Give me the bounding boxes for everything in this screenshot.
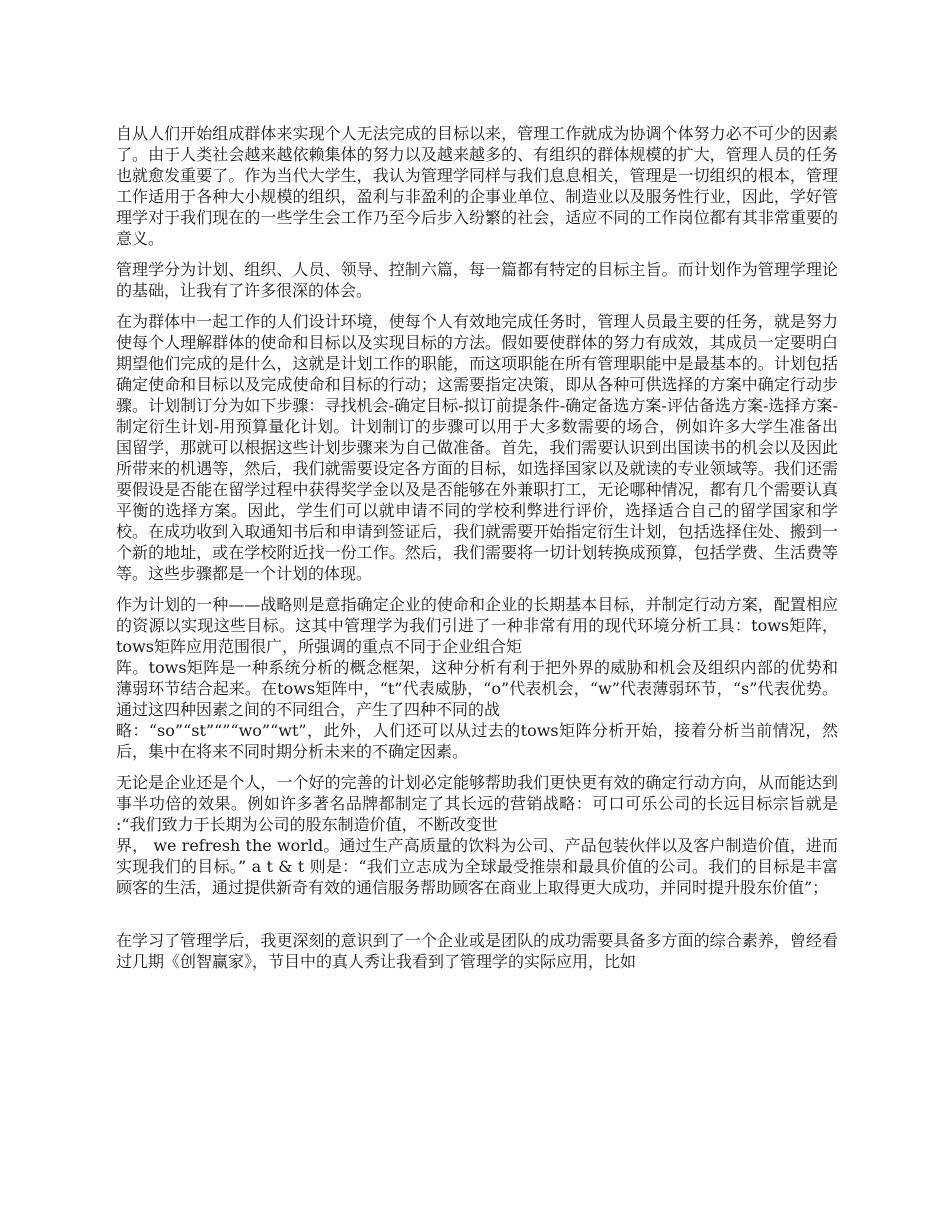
paragraph-management-chapters: 管理学分为计划、组织、人员、领导、控制六篇，每一篇都有特定的目标主旨。而计划作为管理学理论的基础，让我有了许多很深的体会。 [116, 260, 838, 300]
paragraph-planning-steps: 在为群体中一起工作的人们设计环境，使每个人有效地完成任务时，管理人员最主要的任务，就是努力使每个人理解群体的使命和目标以及实现目标的方法。假如要使群体的努力有成效，其成员一定要明白期望他们完成的是什么，这就是计划工作的职能，而这项职能在所有管理职能中是最基本的。计划包括确定使命和目标以及完成使命和目标的行动；这需要指定决策，即从各种可供选择的方案中确定行动步骤。计划制订分为如下步骤：寻找机会-确定目标-拟订前提条件-确定备选方案-评估备选方案-选择方案-制定衍生计划-用预算量化计划。计划制订的步骤可以用于大多数需要的场合，例如许多大学生准备出国留学，那就可以根据这些计划步骤来为自己做准备。首先，我们需要认识到出国读书的机会以及因此所带来的机遇等，然后，我们就需要设定各方面的目标，如选择国家以及就读的专业领域等。我们还需要假设是否能在留学过程中获得奖学金以及是否能够在外兼职打工，无论哪种情况，都有几个需要认真平衡的选择方案。因此，学生们可以就申请不同的学校利弊进行评价，选择适合自己的留学国家和学校。在成功收到入取通知书后和申请到签证后，我们就需要开始指定衍生计划，包括选择住处、搬到一个新的地址，或在学校附近找一份工作。然后，我们需要将一切计划转换成预算，包括学费、生活费等等。这些步骤都是一个计划的体现。 [116, 312, 838, 583]
paragraph-strategy-examples: 无论是企业还是个人，一个好的完善的计划必定能够帮助我们更快更有效的确定行动方向，从而能达到事半功倍的效果。例如许多著名品牌都制定了其长远的营销战略：可口可乐公司的长远目标宗旨就是 :“我们致力于长期为公司的股东制造价值，不断改变世 界， we refresh the world。通过生产高质量的饮料为公司、产品包装伙伴以及客户制造价值，进而实现我们的目标。” a t & t 则是：“我们立志成为全球最受推崇和最具价值的公司。我们的目标是丰富顾客的生活，通过提供新奇有效的通信服务帮助顾客在商业上取得更大成功，并同时提升股东价值”； [116, 773, 838, 897]
paragraph-tows-matrix: 作为计划的一种——战略则是意指确定企业的使命和企业的长期基本目标，并制定行动方案，配置相应的资源以实现这些目标。这其中管理学为我们引进了一种非常有用的现代环境分析工具：tows矩阵，tows矩阵应用范围很广，所强调的重点不同于企业组合矩 阵。tows矩阵是一种系统分析的概念框架，这种分析有利于把外界的威胁和机会及组织内部的优势和薄弱环节结合起来。在tows矩阵中，“t”代表威胁，“o”代表机会，“w”代表薄弱环节，“s”代表优势。通过这四种因素之间的不同组合，产生了四种不同的战 略：“so”“st”“”“wo”“wt”，此外，人们还可以从过去的tows矩阵分析开始，接着分析当前情况，然后，集中在将来不同时期分析未来的不确定因素。 [116, 595, 838, 761]
paragraph-intro: 自从人们开始组成群体来实现个人无法完成的目标以来，管理工作就成为协调个体努力必不可少的因素了。由于人类社会越来越依赖集体的努力以及越来越多的、有组织的群体规模的扩大，管理人员的任务也就愈发重要了。作为当代大学生，我认为管理学同样与我们息息相关，管理是一切组织的根本，管理工作适用于各种大小规模的组织，盈利与非盈利的企事业单位、制造业以及服务性行业，因此，学好管理学对于我们现在的一些学生会工作乃至今后步入纷繁的社会，适应不同的工作岗位都有其非常重要的意义。 [116, 124, 838, 248]
document-body [116, 123, 838, 982]
paragraph-reflection: 在学习了管理学后，我更深刻的意识到了一个企业或是团队的成功需要具备多方面的综合素养，曾经看过几期《创智赢家》，节目中的真人秀让我看到了管理学的实际应用，比如 [116, 931, 838, 971]
